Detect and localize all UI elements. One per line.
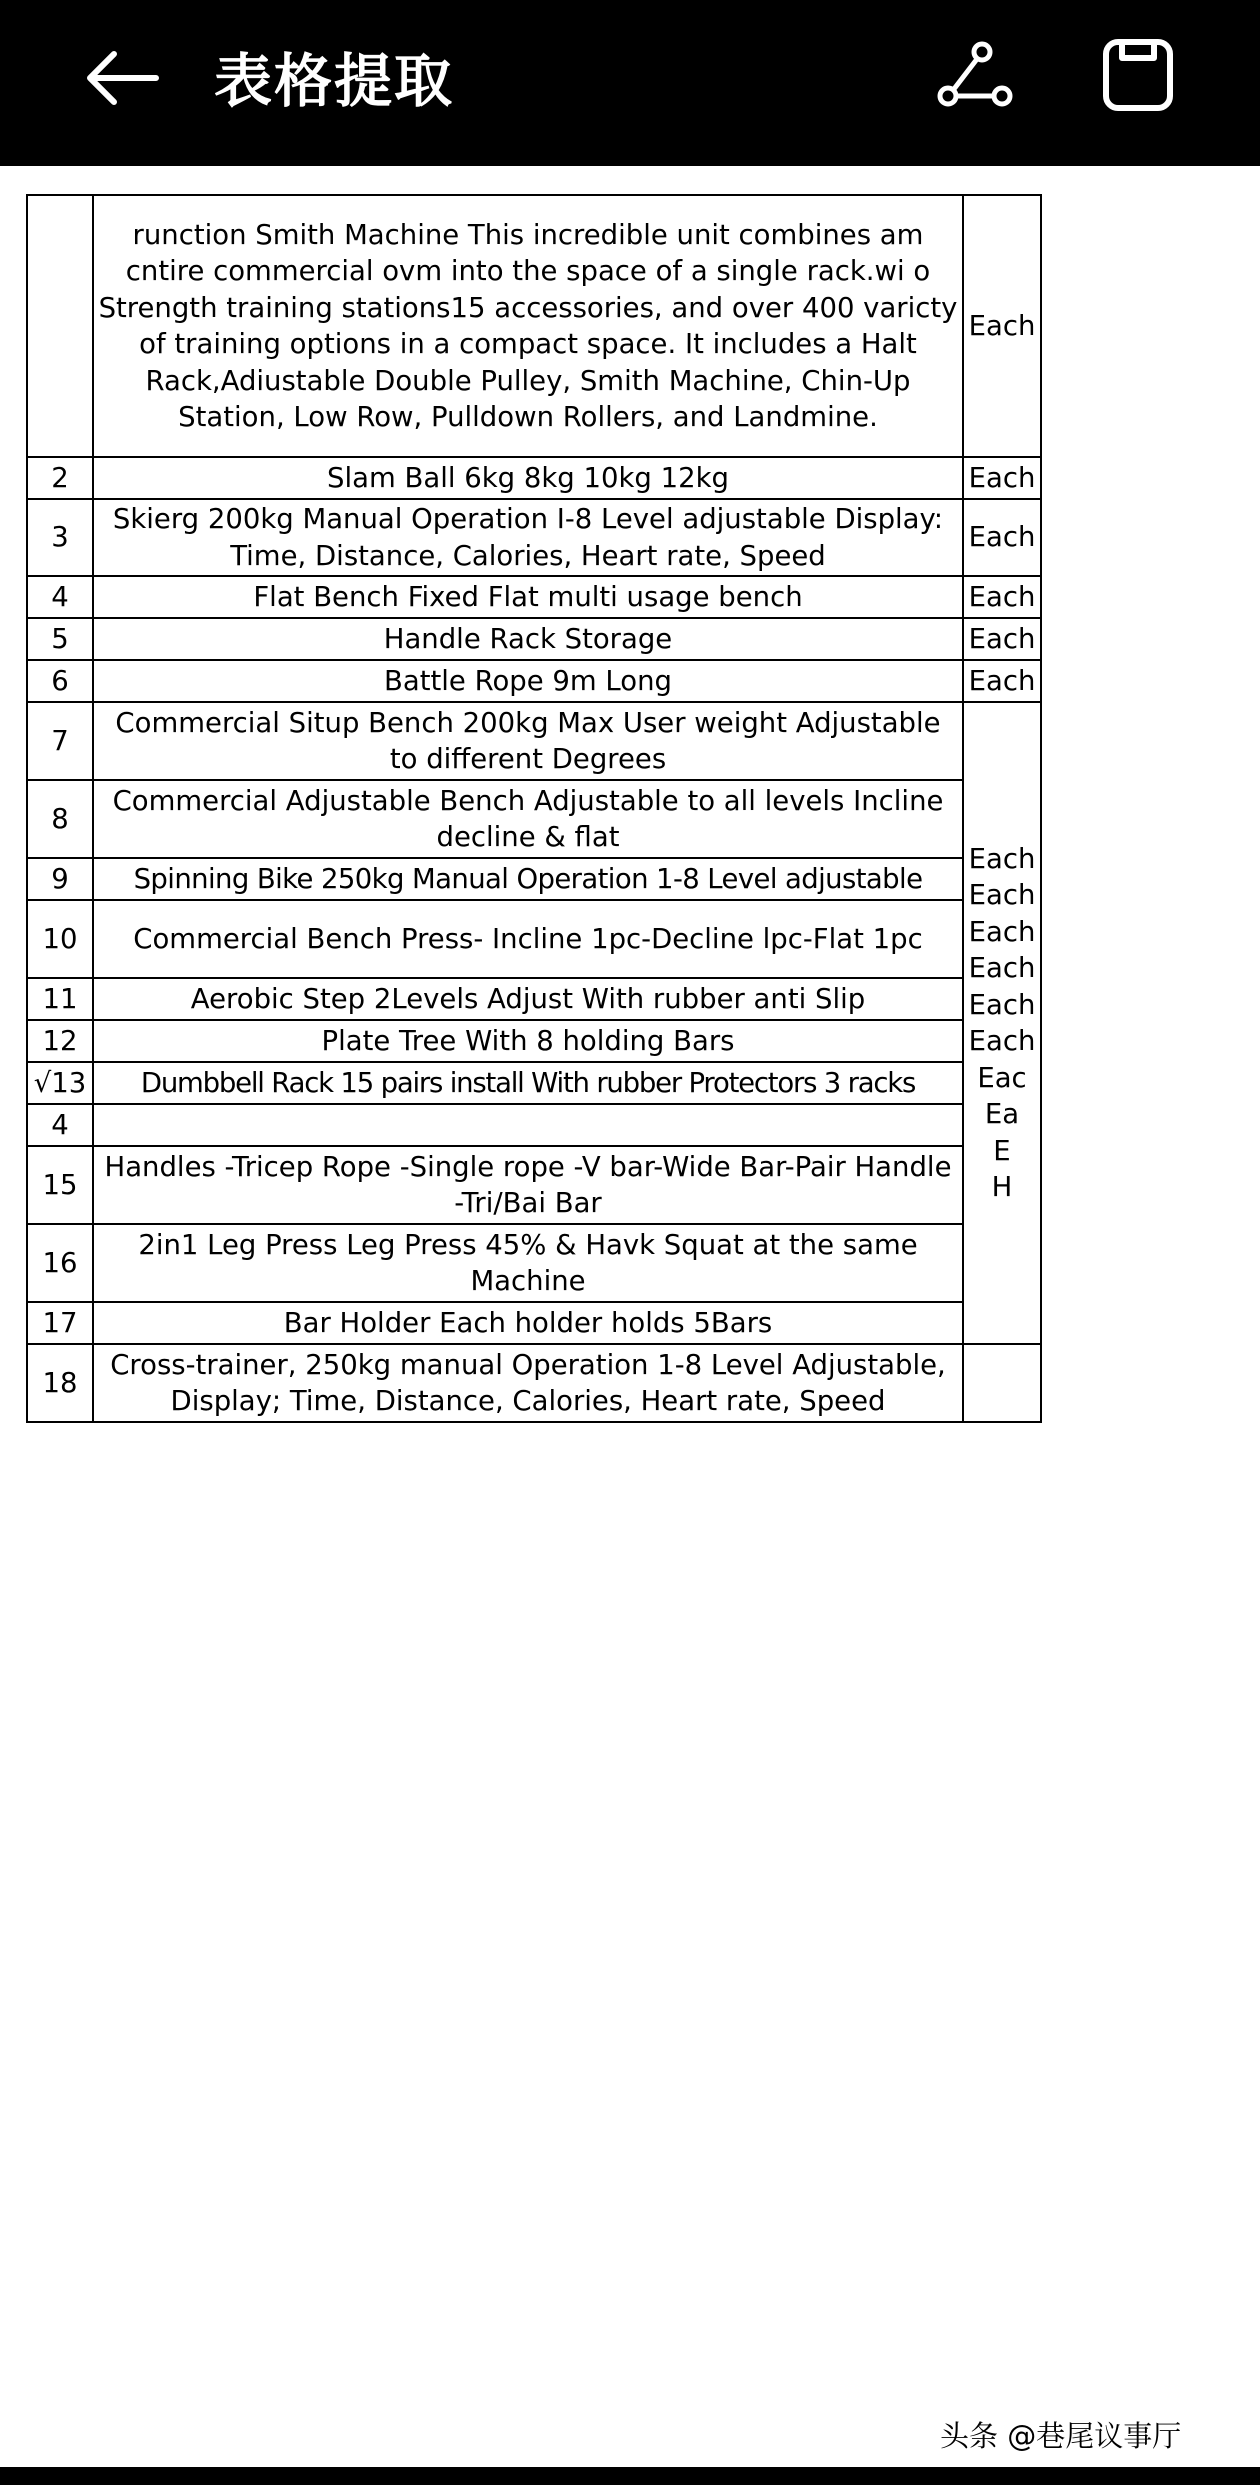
table-row — [27, 978, 1041, 1020]
back-button[interactable] — [80, 36, 164, 120]
table-row — [27, 780, 1041, 858]
row-unit-cell: Each — [963, 576, 1041, 618]
table-row — [27, 702, 1041, 780]
row-description-cell: Handles -Tricep Rope -Single rope -V bar-Wide Bar-Pair Handle -Tri/Bai Bar — [93, 1146, 963, 1224]
table-row — [27, 1020, 1041, 1062]
unit-line: Each — [968, 1025, 1036, 1057]
row-number-cell: 7 — [27, 702, 93, 780]
table-row — [27, 1062, 1041, 1104]
row-number-cell: 15 — [27, 1146, 93, 1224]
row-description-cell: Plate Tree With 8 holding Bars — [93, 1020, 963, 1062]
share-nodes-icon — [932, 38, 1016, 122]
table-row — [27, 1302, 1041, 1344]
row-number-cell: 12 — [27, 1020, 93, 1062]
row-description-cell: Handle Rack Storage — [93, 618, 963, 660]
row-unit-cell: Each — [963, 660, 1041, 702]
row-number-cell: 6 — [27, 660, 93, 702]
table-row — [27, 858, 1041, 900]
unit-line: Each — [968, 879, 1036, 911]
unit-line: E — [993, 1134, 1011, 1167]
row-description-cell: Cross-trainer, 250kg manual Operation 1-8 Level Adjustable, Display; Time, Distance, Calories, Heart rate, Speed — [93, 1344, 963, 1422]
row-number-cell: 5 — [27, 618, 93, 660]
watermark: 头条 @巷尾议事厅 — [940, 2419, 1182, 2453]
row-unit-cell: Each — [963, 499, 1041, 576]
table-row — [27, 1146, 1041, 1224]
table-row — [27, 660, 1041, 702]
row-description-cell: Spinning Bike 250kg Manual Operation 1-8 Level adjustable — [93, 858, 963, 900]
row-description-cell: Slam Ball 6kg 8kg 10kg 12kg — [93, 457, 963, 499]
row-number-cell: 2 — [27, 457, 93, 499]
row-unit-cell: Each — [963, 195, 1041, 457]
table-row — [27, 1104, 1041, 1146]
row-number-cell: 3 — [27, 499, 93, 576]
table-row — [27, 618, 1041, 660]
bottom-bar — [0, 2467, 1260, 2485]
unit-line: Each — [968, 988, 1036, 1021]
row-unit-cell: Each — [963, 457, 1041, 499]
row-number-cell: 18 — [27, 1344, 93, 1422]
row-number-cell — [27, 195, 93, 457]
row-number-cell: 11 — [27, 978, 93, 1020]
save-button[interactable] — [1098, 36, 1182, 120]
table-row — [27, 1344, 1041, 1422]
row-description-cell: Skierg 200kg Manual Operation I-8 Level adjustable Display: Time, Distance, Calories, Heart rate, Speed — [93, 499, 963, 576]
table-row — [27, 457, 1041, 499]
row-description-cell: Commercial Bench Press- Incline 1pc-Decline lpc-Flat 1pc — [93, 900, 963, 978]
row-number-cell: 10 — [27, 900, 93, 978]
row-description-cell: runction Smith Machine This incredible unit combines am cntire commercial ovm into the space of a single rack.wi o Strength training stations15 accessories, and over 400 varicty of training options in a compact space. It includes a Halt Rack,Adiustable Double Pulley, Smith Machine, Chin-Up Station, Low Row, Pulldown Rollers, and Landmine. — [93, 195, 963, 457]
merged-unit-cell — [963, 702, 1041, 1344]
extracted-table — [26, 194, 1042, 1423]
unit-line: Ea — [984, 1098, 1020, 1130]
table-row — [27, 576, 1041, 618]
unit-line: Eac — [977, 1061, 1027, 1094]
table-row — [27, 195, 1041, 457]
row-unit-cell — [963, 1344, 1041, 1422]
top-app-bar — [0, 0, 1260, 166]
row-description-cell: Aerobic Step 2Levels Adjust With rubber anti Slip — [93, 978, 963, 1020]
row-description-cell: Bar Holder Each holder holds 5Bars — [93, 1302, 963, 1344]
row-number-cell: 16 — [27, 1224, 93, 1302]
row-description-cell: Dumbbell Rack 15 pairs install With rubber Protectors 3 racks — [93, 1062, 963, 1104]
table-row — [27, 499, 1041, 576]
row-description-cell: Battle Rope 9m Long — [93, 660, 963, 702]
share-button[interactable] — [932, 38, 1016, 122]
row-number-cell: 9 — [27, 858, 93, 900]
row-unit-cell: Each — [963, 618, 1041, 660]
row-description-cell — [93, 1104, 963, 1146]
row-description-cell: 2in1 Leg Press Leg Press 45% & Havk Squat at the same Machine — [93, 1224, 963, 1302]
arrow-left-icon — [80, 36, 164, 120]
row-number-cell: 4 — [27, 1104, 93, 1146]
unit-line: Each — [968, 842, 1036, 875]
row-description-cell: Commercial Adjustable Bench Adjustable to all levels Incline decline & flat — [93, 780, 963, 858]
page-title: 表格提取 — [214, 47, 455, 115]
row-description-cell: Commercial Situp Bench 200kg Max User weight Adjustable to different Degrees — [93, 702, 963, 780]
row-number-cell: √13 — [27, 1062, 93, 1104]
row-number-cell: 17 — [27, 1302, 93, 1344]
unit-line: H — [991, 1171, 1013, 1203]
row-number-cell: 8 — [27, 780, 93, 858]
unit-line: Each — [968, 952, 1036, 984]
save-icon — [1098, 36, 1182, 120]
unit-line: Each — [968, 915, 1036, 948]
table-row — [27, 1224, 1041, 1302]
table-row — [27, 900, 1041, 978]
row-description-cell: Flat Bench Fixed Flat multi usage bench — [93, 576, 963, 618]
row-number-cell: 4 — [27, 576, 93, 618]
